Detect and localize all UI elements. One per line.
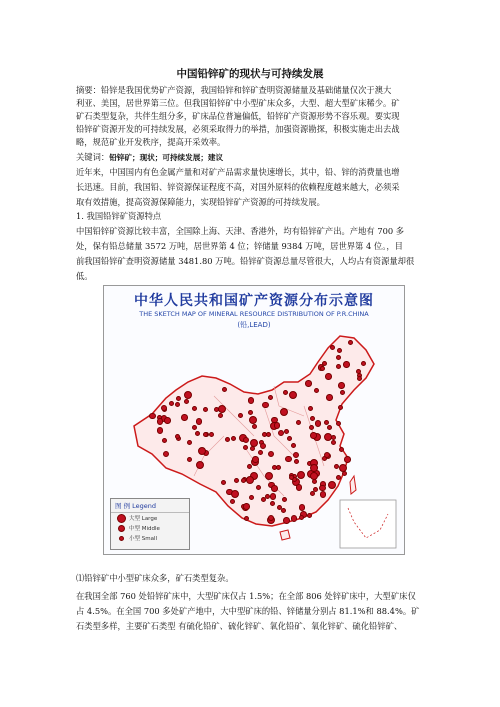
deposit-point: [203, 407, 208, 412]
intro-line: 长迅速。目前，我国铅、锌资源保证程度不高，对国外原料的依赖程度越来越大，必须采: [76, 182, 400, 192]
abstract-line: 摘要：铅锌是我国优势矿产资源，我国铅锌和锌矿查明资源储量及基础储量仅次于澳大: [76, 85, 392, 95]
deposit-point: [343, 361, 350, 368]
deposit-point: [344, 456, 351, 463]
deposit-point: [338, 382, 345, 389]
deposit-point: [244, 516, 249, 521]
deposit-point: [238, 413, 243, 418]
section-line: 处，保有铅总储量 3572 万吨，居世界第 4 位；锌储量 9384 万吨，居世界第 4 位。，目: [76, 241, 403, 251]
intro-line: 近年来，中国国内有色金属产量和对矿产品需求量快速增长，其中，铅、锌的消费量也增: [76, 167, 400, 177]
deposit-point: [283, 517, 290, 524]
deposit-point: [218, 405, 226, 413]
subsection-line: 占 4.5%。在全国 700 多处矿产地中，大中型矿床的铅、锌储量分别占 81.1%和 88.4%。矿: [76, 606, 420, 616]
deposit-point: [157, 427, 164, 434]
deposit-point: [246, 476, 254, 484]
deposit-point: [192, 406, 197, 411]
deposit-point: [331, 440, 336, 445]
map-mineral-label: (铅,LEAD): [237, 321, 271, 329]
deposit-point: [161, 405, 168, 412]
large-deposit-icon: [117, 514, 126, 523]
abstract-line: 略，规范矿业开发秩序，提高开采效率。: [76, 137, 226, 147]
deposit-point: [291, 515, 298, 522]
deposit-point: [322, 361, 327, 366]
deposit-point: [338, 405, 343, 410]
deposit-point: [276, 465, 281, 470]
section-line: 低。: [76, 271, 93, 281]
keywords-label: 关键词：: [76, 152, 110, 162]
subsection-line: 在我国全部 760 处铅锌矿床中，大型矿床仅占 1.5%；在全部 806 处锌矿床中，大型矿床仅: [76, 591, 416, 601]
section-heading: 1. 我国铅锌矿资源特点: [76, 211, 162, 221]
deposit-point: [225, 437, 230, 442]
deposit-point: [249, 416, 257, 424]
taiwan-island: [350, 476, 356, 494]
deposit-point: [258, 450, 263, 455]
deposit-point: [324, 433, 332, 441]
deposit-point: [249, 495, 254, 500]
deposit-point: [310, 432, 317, 439]
deposit-point: [164, 417, 171, 424]
deposit-point: [234, 478, 239, 483]
deposit-point: [256, 485, 261, 490]
deposit-point: [175, 402, 180, 407]
deposit-point: [324, 420, 329, 425]
map-title: 中华人民共和国矿产资源分布示意图: [134, 293, 374, 309]
legend-title: 图 例 Legend: [111, 499, 189, 513]
small-deposit-icon: [119, 536, 124, 541]
legend-item-small: 小型 Small: [111, 533, 189, 543]
deposit-point: [248, 410, 253, 415]
deposit-point: [181, 414, 188, 421]
deposit-point: [340, 390, 345, 395]
subsection-line: 石类型多样，主要矿石类型 有硫化铅矿、硫化锌矿、氧化铅矿、氧化锌矿、硫化铅锌矿、: [76, 621, 403, 631]
deposit-point: [334, 464, 339, 469]
deposit-point: [285, 456, 292, 463]
keywords-line: [76, 151, 428, 164]
deposit-point: [252, 424, 257, 429]
deposit-point: [310, 472, 318, 480]
legend-item-large: 大型 Large: [111, 513, 189, 523]
deposit-point: [315, 420, 322, 427]
deposit-point: [325, 373, 332, 380]
deposit-point: [268, 395, 273, 400]
deposit-point: [297, 471, 305, 479]
deposit-point: [243, 445, 248, 450]
map-legend: [110, 498, 190, 550]
deposit-point: [243, 503, 250, 510]
section-line: 前我国铅锌矿查明资源储量 3481.80 万吨。铅锌矿资源总量尽管很大，人均占有资源量却很: [76, 256, 415, 266]
deposit-point: [192, 425, 197, 430]
deposit-point: [294, 459, 299, 464]
map-subtitle: THE SKETCH MAP OF MINERAL RESOURCE DISTRIBUTION OF P.R.CHINA: [139, 310, 369, 318]
deposit-point: [222, 387, 227, 392]
south-sea-inset: [340, 500, 396, 548]
deposit-point: [308, 406, 313, 411]
intro-line: 取有效措施，提高资源保障能力，实现铅锌矿产资源的可持续发展。: [76, 197, 325, 207]
abstract-line: 矿石类型复杂，共伴生组分多，矿床品位普遍偏低，铅锌矿产资源形势不容乐观。要实现: [76, 111, 400, 121]
deposit-point: [175, 434, 180, 439]
middle-deposit-icon: [118, 525, 125, 532]
deposit-point: [320, 491, 327, 498]
deposit-point: [299, 504, 306, 511]
deposit-point: [361, 361, 366, 366]
abstract-line: 利亚、美国，居世界第三位。但我国铅锌矿中小型矿床众多，大型、超大型矿床稀少。矿: [76, 98, 400, 108]
deposit-point: [348, 340, 353, 345]
deposit-point: [271, 485, 278, 492]
deposit-point: [320, 366, 325, 371]
deposit-point: [330, 345, 335, 350]
deposit-point: [319, 485, 326, 492]
deposit-point: [284, 429, 289, 434]
deposit-point: [326, 394, 333, 401]
deposit-point: [184, 391, 192, 399]
keywords-text: 铅锌矿；现状；可持续发展；建议: [109, 153, 224, 162]
deposit-point: [356, 369, 361, 374]
deposit-point: [252, 456, 259, 463]
deposit-point: [196, 418, 203, 425]
deposit-point: [313, 487, 318, 492]
hainan-island: [280, 530, 290, 540]
deposit-point: [274, 422, 281, 429]
deposit-point: [277, 505, 282, 510]
abstract-line: 铅锌矿资源开发的可持续发展，必须采取得力的举措，加强资源勘探，积极实施走出去战: [76, 124, 400, 134]
deposit-point: [218, 413, 223, 418]
deposit-point: [328, 481, 336, 489]
deposit-point: [296, 420, 301, 425]
deposit-point: [287, 436, 292, 441]
deposit-point: [296, 484, 303, 491]
deposit-point: [342, 471, 347, 476]
section-line: 中国铅锌矿资源比较丰富，全国除上海、天津、香港外，均有铅锌矿产出。产地有 700 多: [76, 226, 405, 236]
deposit-point: [176, 396, 181, 401]
mineral-distribution-map: [103, 285, 405, 555]
deposit-point: [262, 402, 269, 409]
legend-item-middle: 中型 Middle: [111, 523, 189, 533]
deposit-point: [149, 413, 156, 420]
deposit-point: [187, 440, 192, 445]
deposit-point: [230, 499, 235, 504]
document-title: 中国铅锌矿的现状与可持续发展: [176, 68, 324, 80]
deposit-point: [357, 376, 362, 381]
deposit-point: [305, 380, 312, 387]
subsection-heading: ⑴铅锌矿中小型矿床众多，矿石类型复杂。: [76, 573, 234, 583]
